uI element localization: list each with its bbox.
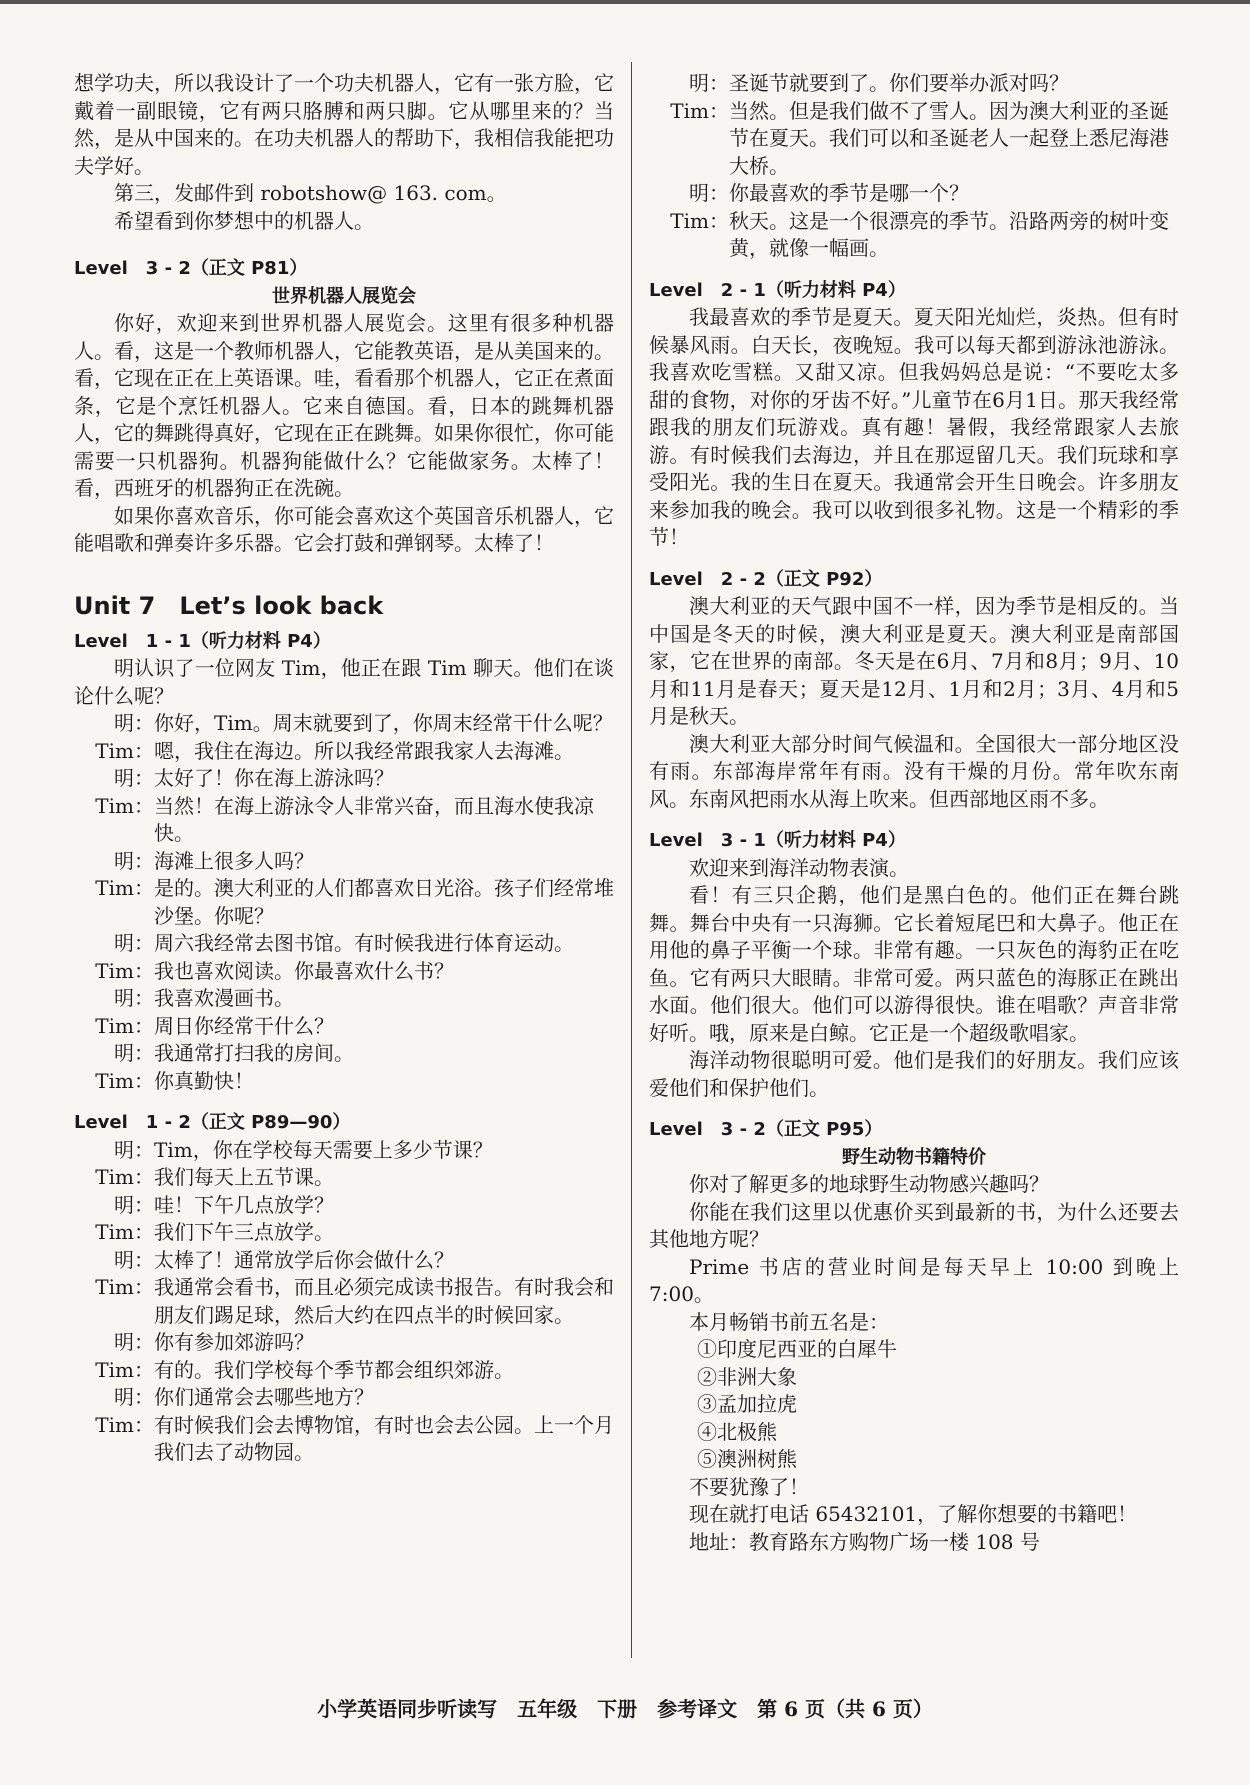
dialogue-line <box>74 1357 614 1385</box>
speaker: Tim： <box>95 1013 154 1038</box>
list-item: ②非洲大象 <box>697 1364 797 1389</box>
speaker: 明： <box>114 766 154 790</box>
dialogue-text: 我喜欢漫画书。 <box>154 986 294 1010</box>
paragraph: 不要犹豫了！ <box>689 1474 809 1499</box>
dialogue-text: 你真勤快！ <box>154 1068 254 1093</box>
list-item: ③孟加拉虎 <box>697 1392 797 1416</box>
speaker: 明： <box>114 931 154 955</box>
dialogue-text: Tim，你在学校每天需要上多少节课？ <box>154 1137 493 1162</box>
dialogue-text: 海滩上很多人吗？ <box>154 848 314 873</box>
level-header: Level 2 - 1（听力材料 P4） <box>649 279 906 301</box>
level-header: Level 1 - 1（听力材料 P4） <box>74 630 331 652</box>
dialogue-text: 你有参加郊游吗？ <box>154 1330 314 1354</box>
dialogue-line <box>74 1247 614 1275</box>
dialogue-line <box>74 738 614 766</box>
dialogue-text: 当然！在海上游泳令人非常兴奋，而且海水使我凉快。 <box>154 793 594 845</box>
paragraph: Prime 书店的营业时间是每天早上 10:00 到晚上 7:00。 <box>649 1254 1179 1306</box>
right-column <box>649 70 1179 1556</box>
speaker: Tim： <box>95 876 154 900</box>
speaker: 明： <box>114 1385 154 1409</box>
dialogue-text: 我们下午三点放学。 <box>154 1220 334 1244</box>
dialogue-line <box>74 1219 614 1247</box>
dialogue-text: 周六我经常去图书馆。有时候我进行体育运动。 <box>154 931 574 955</box>
dialogue-line <box>74 1329 614 1357</box>
dialogue-text: 你们通常会去哪些地方？ <box>154 1385 374 1409</box>
list-item: ④北极熊 <box>697 1419 777 1444</box>
dialogue <box>74 710 614 1095</box>
paragraph: 澳大利亚大部分时间气候温和。全国很大一部分地区没有雨。东部海岸常年有雨。没有干燥的月份。常年吹东南风。东南风把雨水从海上吹来。但西部地区雨不多。 <box>649 731 1179 811</box>
dialogue-line <box>74 875 614 930</box>
dialogue-text: 当然。但是我们做不了雪人。因为澳大利亚的圣诞节在夏天。我们可以和圣诞老人一起登上悉尼海港大桥。 <box>729 98 1169 178</box>
paragraph: 你对了解更多的地球野生动物感兴趣吗？ <box>689 1172 1049 1196</box>
section-title: 野生动物书籍特价 <box>842 1146 986 1168</box>
paragraph: 明认识了一位网友 Tim，他正在跟 Tim 聊天。他们在谈论什么呢？ <box>74 656 614 708</box>
dialogue-text: 嗯，我住在海边。所以我经常跟我家人去海滩。 <box>154 738 574 763</box>
speaker: 明： <box>114 711 154 735</box>
dialogue-line <box>74 985 614 1013</box>
left-column <box>74 70 614 1467</box>
speaker: 明： <box>114 848 154 873</box>
speaker: Tim： <box>95 1412 154 1437</box>
dialogue-line <box>74 958 614 986</box>
speaker: Tim： <box>95 793 154 818</box>
dialogue-line <box>649 208 1179 263</box>
dialogue-text: 我们每天上五节课。 <box>154 1165 334 1189</box>
dialogue-text: 有时候我们会去博物馆，有时也会去公园。上一个月我们去了动物园。 <box>154 1412 614 1464</box>
dialogue-line <box>74 1068 614 1096</box>
dialogue-text: 周日你经常干什么？ <box>154 1013 334 1038</box>
paragraph: 澳大利亚的天气跟中国不一样，因为季节是相反的。当中国是冬天的时候，澳大利亚是夏天。澳大利亚是南部国家，它在世界的南部。冬天是在6月、7月和8月；9月、10月和11月是春天；夏天是12月、1月和2月；3月、4月和5月是秋天。 <box>649 594 1179 728</box>
paragraph: 欢迎来到海洋动物表演。 <box>689 855 909 880</box>
section-title: 世界机器人展览会 <box>272 285 416 307</box>
unit-title: Unit 7 Let’s look back <box>74 591 384 620</box>
level-header: Level 1 - 2（正文 P89—90） <box>74 1112 351 1133</box>
dialogue-line <box>74 1040 614 1068</box>
dialogue-text: 太棒了！通常放学后你会做什么？ <box>154 1247 454 1272</box>
dialogue-line <box>74 710 614 738</box>
speaker: 明： <box>114 1247 154 1272</box>
dialogue-text: 你好，Tim。周末就要到了，你周末经常干什么呢？ <box>154 711 613 735</box>
paragraph: 你好，欢迎来到世界机器人展览会。这里有很多种机器人。看，这是一个教师机器人，它能教英语，是从美国来的。看，它现在正在上英语课。哇，看看那个机器人，它正在煮面条，它是个烹饪机器人。它来自德国。看，日本的跳舞机器人，它的舞跳得真好，它现在正在跳舞。如果你很忙，你可能需要一只机器狗。机器狗能做什么？它能做家务。太棒了！看，西班牙的机器狗正在洗碗。 <box>74 311 614 500</box>
paragraph: 第三，发邮件到 robotshow@ 163. com。 <box>114 181 507 205</box>
paragraph: 希望看到你梦想中的机器人。 <box>114 208 374 233</box>
paragraph: 你能在我们这里以优惠价买到最新的书，为什么还要去其他地方呢？ <box>649 1199 1179 1251</box>
paragraph: 海洋动物很聪明可爱。他们是我们的好朋友。我们应该爱他们和保护他们。 <box>649 1048 1179 1100</box>
top-rule <box>0 0 1250 4</box>
level-header: Level 3 - 2（正文 P95） <box>649 1119 883 1140</box>
dialogue <box>649 70 1179 263</box>
page-footer: 小学英语同步听读写 五年级 下册 参考译文 第 6 页（共 6 页） <box>317 1697 933 1721</box>
dialogue-text: 哇！下午几点放学？ <box>154 1192 334 1217</box>
dialogue-line <box>74 930 614 958</box>
speaker: Tim： <box>95 958 154 983</box>
dialogue-text: 我也喜欢阅读。你最喜欢什么书？ <box>154 958 454 983</box>
dialogue-line <box>74 1164 614 1192</box>
dialogue-line <box>74 765 614 793</box>
list-item: ①印度尼西亚的白犀牛 <box>697 1337 897 1361</box>
speaker: 明： <box>114 986 154 1010</box>
level-header: Level 3 - 1（听力材料 P4） <box>649 830 906 851</box>
dialogue-text: 我通常会看书，而且必须完成读书报告。有时我会和朋友们踢足球，然后大约在四点半的时候回家。 <box>154 1275 614 1327</box>
speaker: 明： <box>689 71 729 95</box>
paragraph: 如果你喜欢音乐，你可能会喜欢这个英国音乐机器人，它能唱歌和弹奏许多乐器。它会打鼓和弹钢琴。太棒了！ <box>74 503 614 555</box>
dialogue-line <box>74 1192 614 1220</box>
speaker: Tim： <box>95 1220 154 1244</box>
dialogue-line <box>74 793 614 848</box>
paragraph: 想学功夫，所以我设计了一个功夫机器人，它有一张方脸，它戴着一副眼镜，它有两只胳膊和两只脚。它从哪里来的？当然，是从中国来的。在功夫机器人的帮助下，我相信我能把功夫学好。 <box>74 71 614 178</box>
dialogue <box>74 1137 614 1467</box>
speaker: Tim： <box>95 1357 154 1382</box>
dialogue-text: 你最喜欢的季节是哪一个？ <box>729 181 969 205</box>
speaker: Tim： <box>95 738 154 763</box>
speaker: 明： <box>114 1137 154 1162</box>
dialogue-text: 我通常打扫我的房间。 <box>154 1041 354 1065</box>
paragraph: 地址：教育路东方购物广场一楼 108 号 <box>689 1529 1040 1554</box>
speaker: 明： <box>689 181 729 205</box>
paragraph: 本月畅销书前五名是： <box>689 1309 889 1334</box>
dialogue-line <box>649 180 1179 208</box>
column-divider <box>631 62 632 1658</box>
dialogue-line <box>74 1384 614 1412</box>
paragraph: 看！有三只企鹅，他们是黑白色的。他们正在舞台跳舞。舞台中央有一只海狮。它长着短尾巴和大鼻子。他正在用他的鼻子平衡一个球。非常有趣。一只灰色的海豹正在吃鱼。它有两只大眼睛。非常可爱。两只蓝色的海豚正在跳出水面。他们很大。他们可以游得很快。谁在唱歌？声音非常好听。哦，原来是白鲸。它正是一个超级歌唱家。 <box>649 883 1179 1045</box>
dialogue-text: 秋天。这是一个很漂亮的季节。沿路两旁的树叶变黄，就像一幅画。 <box>729 208 1169 260</box>
dialogue-text: 圣诞节就要到了。你们要举办派对吗？ <box>729 71 1069 95</box>
dialogue-line <box>74 1137 614 1165</box>
dialogue-line <box>649 70 1179 98</box>
speaker: Tim： <box>95 1275 154 1299</box>
dialogue-line <box>649 98 1179 181</box>
dialogue-text: 太好了！你在海上游泳吗？ <box>154 766 394 790</box>
speaker: 明： <box>114 1041 154 1065</box>
speaker: 明： <box>114 1330 154 1354</box>
dialogue-line <box>74 1412 614 1467</box>
level-header: Level 3 - 2（正文 P81） <box>74 258 308 279</box>
dialogue-text: 有的。我们学校每个季节都会组织郊游。 <box>154 1357 514 1382</box>
list-item: ⑤澳洲树熊 <box>697 1447 797 1471</box>
dialogue-text: 是的。澳大利亚的人们都喜欢日光浴。孩子们经常堆沙堡。你呢？ <box>154 876 614 928</box>
speaker: Tim： <box>670 98 729 123</box>
dialogue-line <box>74 1274 614 1329</box>
speaker: Tim： <box>95 1068 154 1093</box>
paragraph: 我最喜欢的季节是夏天。夏天阳光灿烂，炎热。但有时候暴风雨。白天长，夜晚短。我可以每天都到游泳池游泳。我喜欢吃雪糕。又甜又凉。但我妈妈总是说：“不要吃太多甜的食物，对你的牙齿不好。”儿童节在6月1日。那天我经常跟我的朋友们玩游戏。真有趣！暑假，我经常跟家人去旅游。有时候我们去海边，并且在那逗留几天。我们玩球和享受阳光。我的生日在夏天。我通常会开生日晚会。许多朋友来参加我的晚会。我可以收到很多礼物。这是一个精彩的季节！ <box>649 305 1179 549</box>
speaker: Tim： <box>670 208 729 233</box>
speaker: Tim： <box>95 1165 154 1189</box>
level-header: Level 2 - 2（正文 P92） <box>649 568 883 590</box>
dialogue-line <box>74 1013 614 1041</box>
paragraph: 现在就打电话 65432101，了解你想要的书籍吧！ <box>689 1502 1138 1526</box>
dialogue-line <box>74 848 614 876</box>
speaker: 明： <box>114 1192 154 1217</box>
